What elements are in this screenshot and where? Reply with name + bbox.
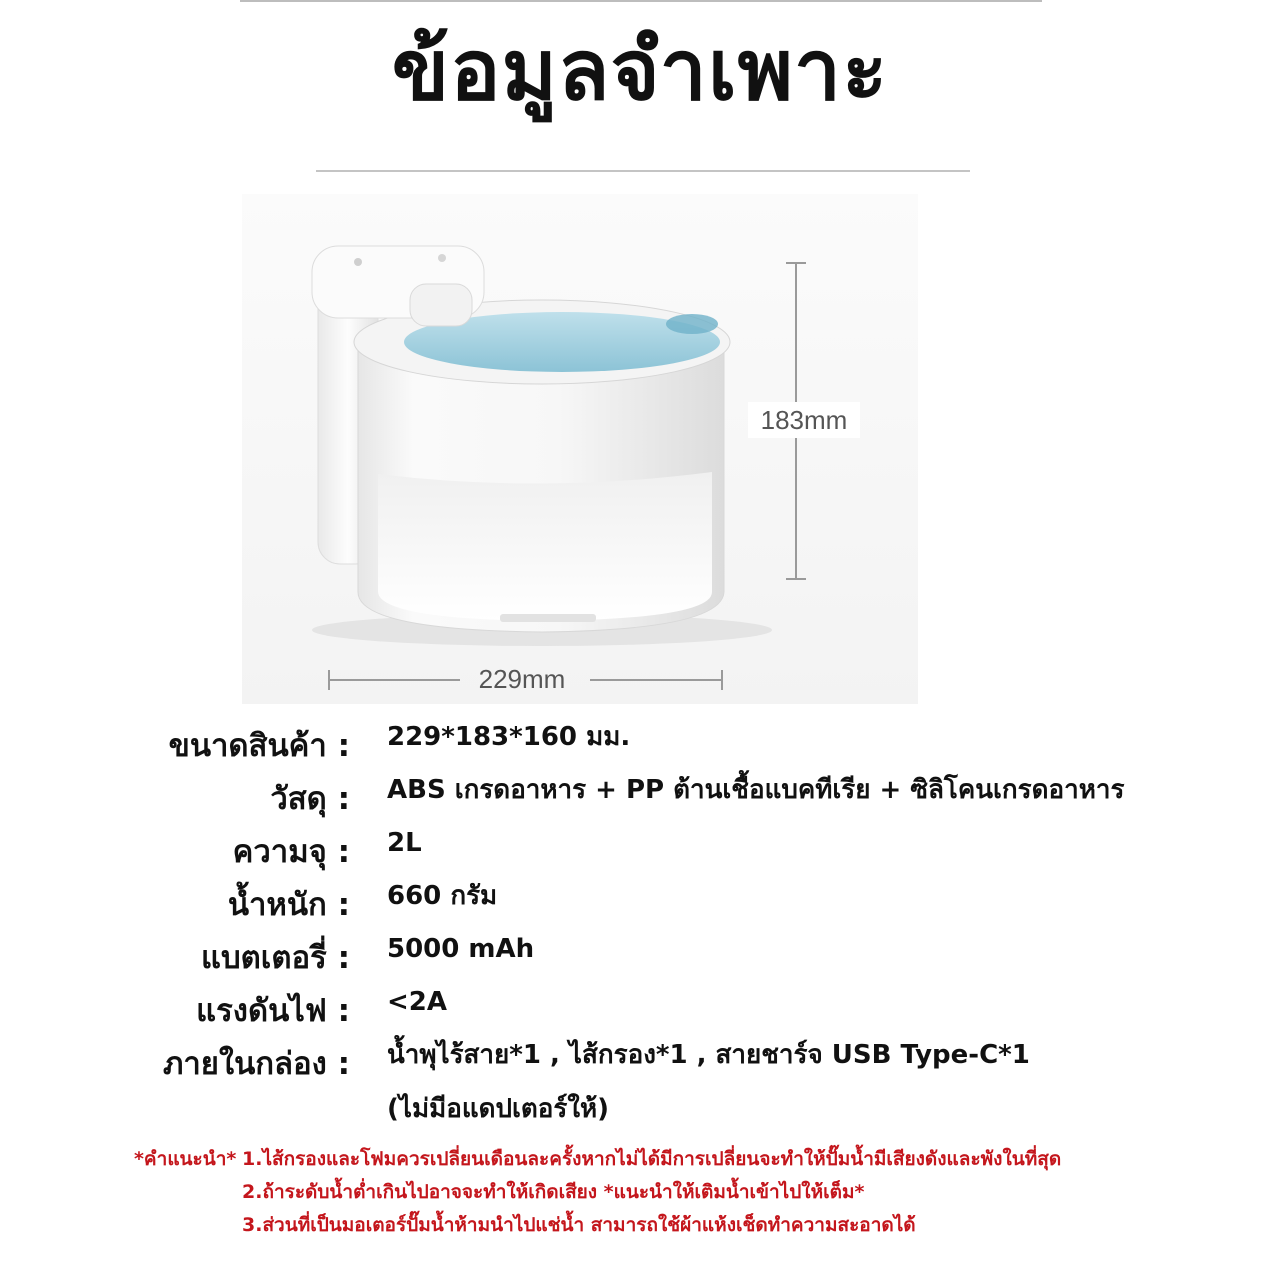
indicator-light-icon (354, 258, 362, 266)
note-text: 3.ส่วนที่เป็นมอเตอร์ปั๊มน้ำห้ามนำไปแช่น้ำ สามารถใช้ผ้าแห้งเช็ดทำความสะอาดได้ (242, 1214, 916, 1236)
spec-value: 2L (387, 828, 422, 858)
note-row (0, 1171, 1280, 1204)
note-prefix: *คำแนะนำ* (134, 1148, 237, 1170)
spec-key: ขนาดสินค้า : (168, 728, 350, 764)
title-divider (316, 170, 970, 172)
spec-row-box-contents (0, 1036, 1280, 1144)
note-text: 1.ไส้กรองและโฟมควรเปลี่ยนเดือนละครั้งหากไม่ได้มีการเปลี่ยนจะทำให้ปั๊มน้ำมีเสียงดังและพังในที่สุด (242, 1148, 1062, 1170)
water-highlight (666, 314, 718, 334)
spec-value-line: น้ำพุไร้สาย*1 , ไส้กรอง*1 , สายชาร์จ USB Type-C*1 (387, 1040, 1030, 1070)
spec-key: วัสดุ : (270, 781, 350, 817)
height-dimension-bottom-cap (786, 578, 806, 580)
width-dimension-label: 229mm (478, 664, 566, 694)
spec-value: 229*183*160 มม. (387, 722, 631, 752)
spec-key: แรงดันไฟ : (196, 993, 350, 1029)
pump-spout (410, 284, 472, 326)
indicator-light-icon (438, 254, 446, 262)
spec-key: แบตเตอรี่ : (201, 940, 350, 976)
width-dimension-line-left (328, 679, 460, 681)
width-dimension-right-cap (721, 670, 723, 690)
product-image (242, 194, 918, 704)
base-slot (500, 614, 596, 622)
note-row (0, 1138, 1280, 1171)
spec-list (0, 718, 1280, 1144)
care-notes (0, 1138, 1280, 1237)
note-text: 2.ถ้าระดับน้ำต่ำเกินไปอาจจะทำให้เกิดเสียง *แนะนำให้เติมน้ำเข้าไปให้เต็ม* (242, 1181, 865, 1203)
spec-value-line: (ไม่มีอแดปเตอร์ให้) (387, 1094, 610, 1124)
note-row (0, 1204, 1280, 1237)
spec-key: น้ำหนัก : (227, 887, 350, 923)
spec-value (387, 1028, 1267, 1136)
spec-key: ภายในกล่อง : (162, 1046, 350, 1082)
height-dimension-label: 183mm (748, 402, 860, 438)
spec-value: ABS เกรดอาหาร + PP ต้านเชื้อแบคทีเรีย + ซิลิโคนเกรดอาหาร (387, 775, 1125, 805)
spec-value: 5000 mAh (387, 934, 535, 964)
top-divider (240, 0, 1042, 2)
tank-lower (378, 472, 712, 621)
spec-value: 660 กรัม (387, 881, 498, 911)
spec-value: <2A (387, 987, 447, 1017)
width-dimension-line-right (590, 679, 722, 681)
spec-key: ความจุ : (232, 834, 350, 870)
page-title: ข้อมูลจำเพาะ (391, 21, 889, 119)
